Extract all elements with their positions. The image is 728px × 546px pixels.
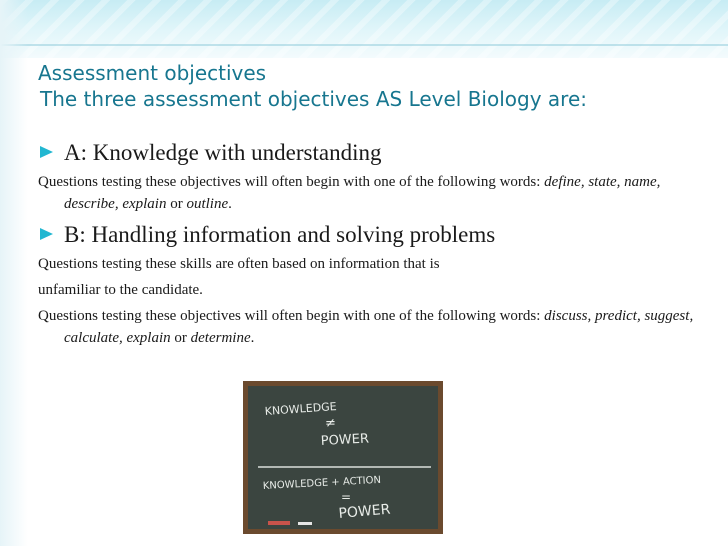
paragraph-b-1: Questions testing these skills are often based on information that is (38, 256, 440, 272)
slide-subtitle: The three assessment objectives AS Level Biology are: (40, 87, 587, 112)
paragraph-a-1-last: outline (186, 196, 229, 212)
paragraph-b-2: unfamiliar to the candidate. (38, 282, 203, 298)
bullet-arrow-icon (40, 146, 53, 158)
paragraph-a-1-lead: Questions testing these objectives will often begin with one of the following words: (38, 174, 545, 190)
paragraph-a-1-terms: define, state, name, describe, explain (64, 174, 661, 212)
chalk-piece-white (298, 522, 312, 525)
paragraph-a-1-or: or (166, 196, 187, 212)
chalk-text-5: = (341, 490, 352, 504)
bullet-heading-b (38, 219, 698, 251)
bullet-heading-a-text: A: Knowledge with understanding (64, 140, 382, 165)
left-edge-decoration (0, 0, 28, 546)
paragraph-b-3-lead: Questions testing these objectives will often begin with one of the following words: (38, 308, 545, 324)
slide-title: Assessment objectives (38, 61, 267, 85)
paragraph-a-1 (38, 171, 698, 215)
paragraph-a-1-end: . (228, 196, 232, 212)
chalk-text-4: KNOWLEDGE + ACTION (262, 474, 382, 492)
paragraph-b-3-last: determine (190, 330, 251, 346)
chalk-text-1: KNOWLEDGE (264, 400, 338, 418)
bullet-heading-b-text: B: Handling information and solving problems (64, 222, 496, 247)
chalk-text-3: POWER (320, 431, 370, 449)
paragraph-b-3 (38, 305, 698, 349)
chalk-text-2: ≠ (325, 416, 336, 431)
slide-content (38, 137, 698, 349)
paragraph-b-3-or: or (170, 330, 191, 346)
slide-title-block (38, 60, 587, 113)
paragraph-b-3-terms: discuss, predict, suggest, calculate, explain (64, 308, 694, 346)
bullet-arrow-icon (40, 228, 53, 240)
paragraph-b-3-end: . (250, 330, 255, 346)
header-banner (0, 0, 728, 58)
header-rule (0, 44, 728, 46)
bullet-heading-a (38, 137, 698, 169)
chalk-text-6: POWER (337, 501, 392, 522)
chalk-piece-red (268, 521, 290, 525)
chalkboard-image (243, 381, 443, 534)
